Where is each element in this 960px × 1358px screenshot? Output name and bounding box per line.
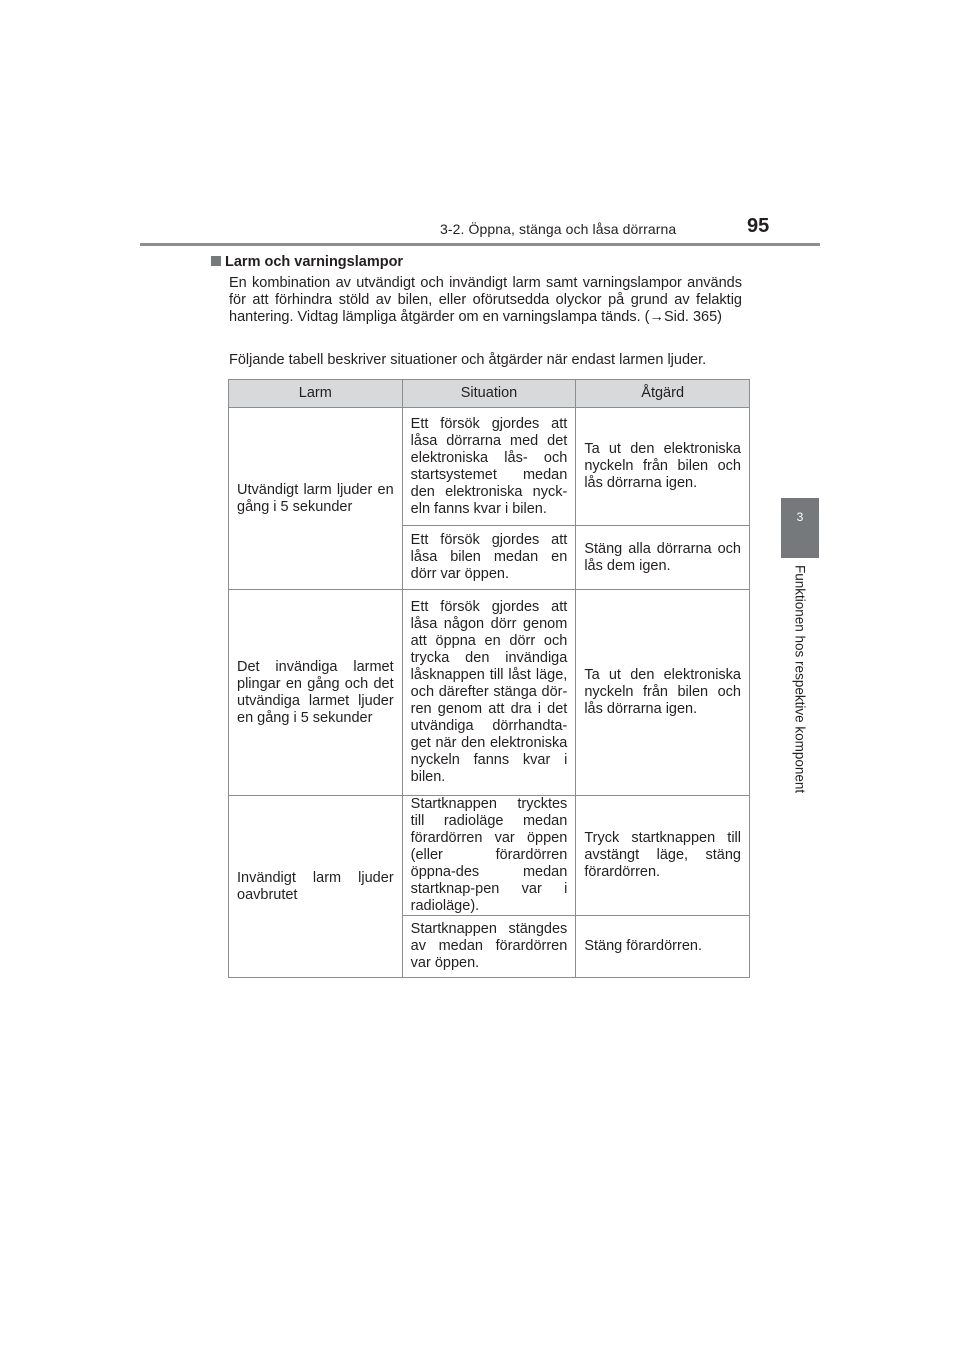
header-action: Åtgärd bbox=[576, 380, 750, 408]
alarm-cell: Utvändigt larm ljuder en gång i 5 sekunder bbox=[229, 408, 403, 590]
situation-cell: Ett försök gjordes att låsa dörrarna med det elektroniska lås- och startsystemet medan den elektroniska nyck-eln fanns kvar i bilen. bbox=[402, 408, 576, 526]
header-situation: Situation bbox=[402, 380, 576, 408]
section-heading-text: Larm och varningslampor bbox=[225, 254, 404, 270]
action-cell: Stäng förardörren. bbox=[576, 916, 750, 978]
action-cell: Ta ut den elektroniska nyckeln från bilen och lås dörrarna igen. bbox=[576, 590, 750, 796]
chapter-label: Funktionen hos respektive komponent bbox=[792, 565, 808, 794]
table-row bbox=[229, 408, 750, 526]
situation-cell: Startknappen trycktes till radioläge medan förardörren var öppen (eller förardörren öppna-des medan startknap-pen var i radioläge). bbox=[402, 796, 576, 916]
situation-cell: Ett försök gjordes att låsa någon dörr genom att öppna en dörr och trycka den invändiga låsknappen till låst läge, och därefter stänga dör-ren genom att dra i det utvändiga dörrhandta-get när den elektroniska nyckeln fanns kvar i bilen. bbox=[402, 590, 576, 796]
table-header-row bbox=[229, 380, 750, 408]
table-intro-paragraph: Följande tabell beskriver situationer och åtgärder när endast larmen ljuder. bbox=[229, 352, 707, 368]
situation-cell: Ett försök gjordes att låsa bilen medan en dörr var öppen. bbox=[402, 526, 576, 590]
table-row bbox=[229, 590, 750, 796]
square-bullet-icon bbox=[211, 256, 221, 266]
action-cell: Stäng alla dörrarna och lås dem igen. bbox=[576, 526, 750, 590]
action-cell: Tryck startknappen till avstängt läge, stäng förardörren. bbox=[576, 796, 750, 916]
intro-paragraph: En kombination av utvändigt och invändigt larm samt varningslampor används för att förhindra stöld av bilen, eller oförutsedda olyckor på grund av felaktig hantering. Vidtag lämpliga åtgärder om en varningslampa tänds. (→Sid. 365) bbox=[229, 275, 742, 325]
section-heading bbox=[211, 254, 403, 270]
action-cell: Ta ut den elektroniska nyckeln från bilen och lås dörrarna igen. bbox=[576, 408, 750, 526]
alarm-table bbox=[228, 379, 750, 978]
header-alarm: Larm bbox=[229, 380, 403, 408]
page-number: 95 bbox=[747, 215, 770, 237]
alarm-cell: Invändigt larm ljuder oavbrutet bbox=[229, 796, 403, 978]
header-title: 3-2. Öppna, stänga och låsa dörrarna bbox=[440, 221, 677, 237]
header-divider bbox=[140, 243, 820, 246]
table-row bbox=[229, 796, 750, 916]
chapter-tab bbox=[781, 498, 819, 558]
situation-cell: Startknappen stängdes av medan förardörren var öppen. bbox=[402, 916, 576, 978]
chapter-number: 3 bbox=[796, 510, 804, 524]
alarm-cell: Det invändiga larmet plingar en gång och det utvändiga larmet ljuder en gång i 5 sekunder bbox=[229, 590, 403, 796]
